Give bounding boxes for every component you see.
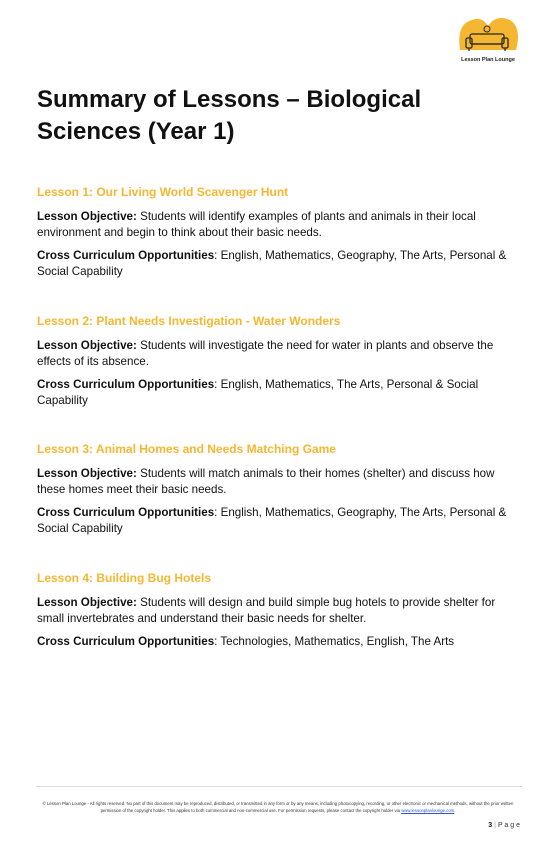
lesson-objective [37,595,519,627]
footer-website-link[interactable]: www.lessonplanlounge.com [401,807,455,813]
cross-text: : English, Mathematics, Geography, The Arts, Personal & Social Capability [37,506,507,535]
link-suffix: . [454,807,456,813]
cross-label: Cross Curriculum Opportunities [37,635,215,648]
cross-label: Cross Curriculum Opportunities [37,249,215,262]
objective-text: Students will investigate the need for water in plants and observe the effects of its absence. [37,339,494,368]
page-number [440,822,520,829]
objective-label: Lesson Objective: [37,596,137,609]
cross-curriculum [37,634,519,650]
lesson-4 [37,571,519,657]
lesson-heading: Lesson 4: Building Bug Hotels [37,571,212,585]
lesson-objective [37,466,519,498]
cross-curriculum [37,505,519,537]
sofa-logo-icon [452,14,524,58]
lesson-2 [37,314,519,416]
lesson-heading: Lesson 3: Animal Homes and Needs Matching Game [37,442,336,456]
cross-curriculum [37,248,519,280]
brand-logo [452,14,524,66]
objective-label: Lesson Objective: [37,339,137,352]
objective-text: Students will design and build simple bug hotels to provide shelter for small invertebrates and understand their basic needs for shelter. [37,596,496,625]
cross-text: : Technologies, Mathematics, English, The Arts [214,635,455,648]
page-title: Summary of Lessons – Biological Sciences (Year 1) [37,86,422,145]
footer-copyright [40,801,516,814]
page-number-value: 3 [488,822,493,829]
cross-label: Cross Curriculum Opportunities [37,506,215,519]
footer-divider [36,786,522,787]
page-separator: | [494,822,496,829]
objective-label: Lesson Objective: [37,210,137,223]
objective-text: Students will identify examples of plants and animals in their local environment and begin to think about their basic needs. [37,210,476,239]
cross-curriculum [37,377,519,409]
logo-text: Lesson Plan Lounge [461,57,515,63]
cross-label: Cross Curriculum Opportunities [37,378,215,391]
lesson-heading: Lesson 1: Our Living World Scavenger Hunt [37,185,289,199]
lesson-1 [37,185,519,287]
lesson-objective [37,338,519,370]
copyright-text: © Lesson Plan Lounge - All rights reserved. No part of this document may be reproduced, distributed, or transmitted in any form or by any means, including photocopying, recording, or other electronic or mechanical methods, without the prior written permission of the copyright holder. This applies to both commercial and non-commercial use. For permission requests, please contact the copyright holder via [42,801,514,813]
lesson-objective [37,209,519,241]
objective-text: Students will match animals to their homes (shelter) and discuss how these homes meet their basic needs. [37,467,495,496]
page-label: P a g e [497,822,520,829]
cross-text: : English, Mathematics, The Arts, Personal & Social Capability [37,378,479,407]
lesson-heading: Lesson 2: Plant Needs Investigation - Water Wonders [37,314,341,328]
lesson-3 [37,442,519,544]
objective-label: Lesson Objective: [37,467,137,480]
cross-text: : English, Mathematics, Geography, The Arts, Personal & Social Capability [37,249,507,278]
